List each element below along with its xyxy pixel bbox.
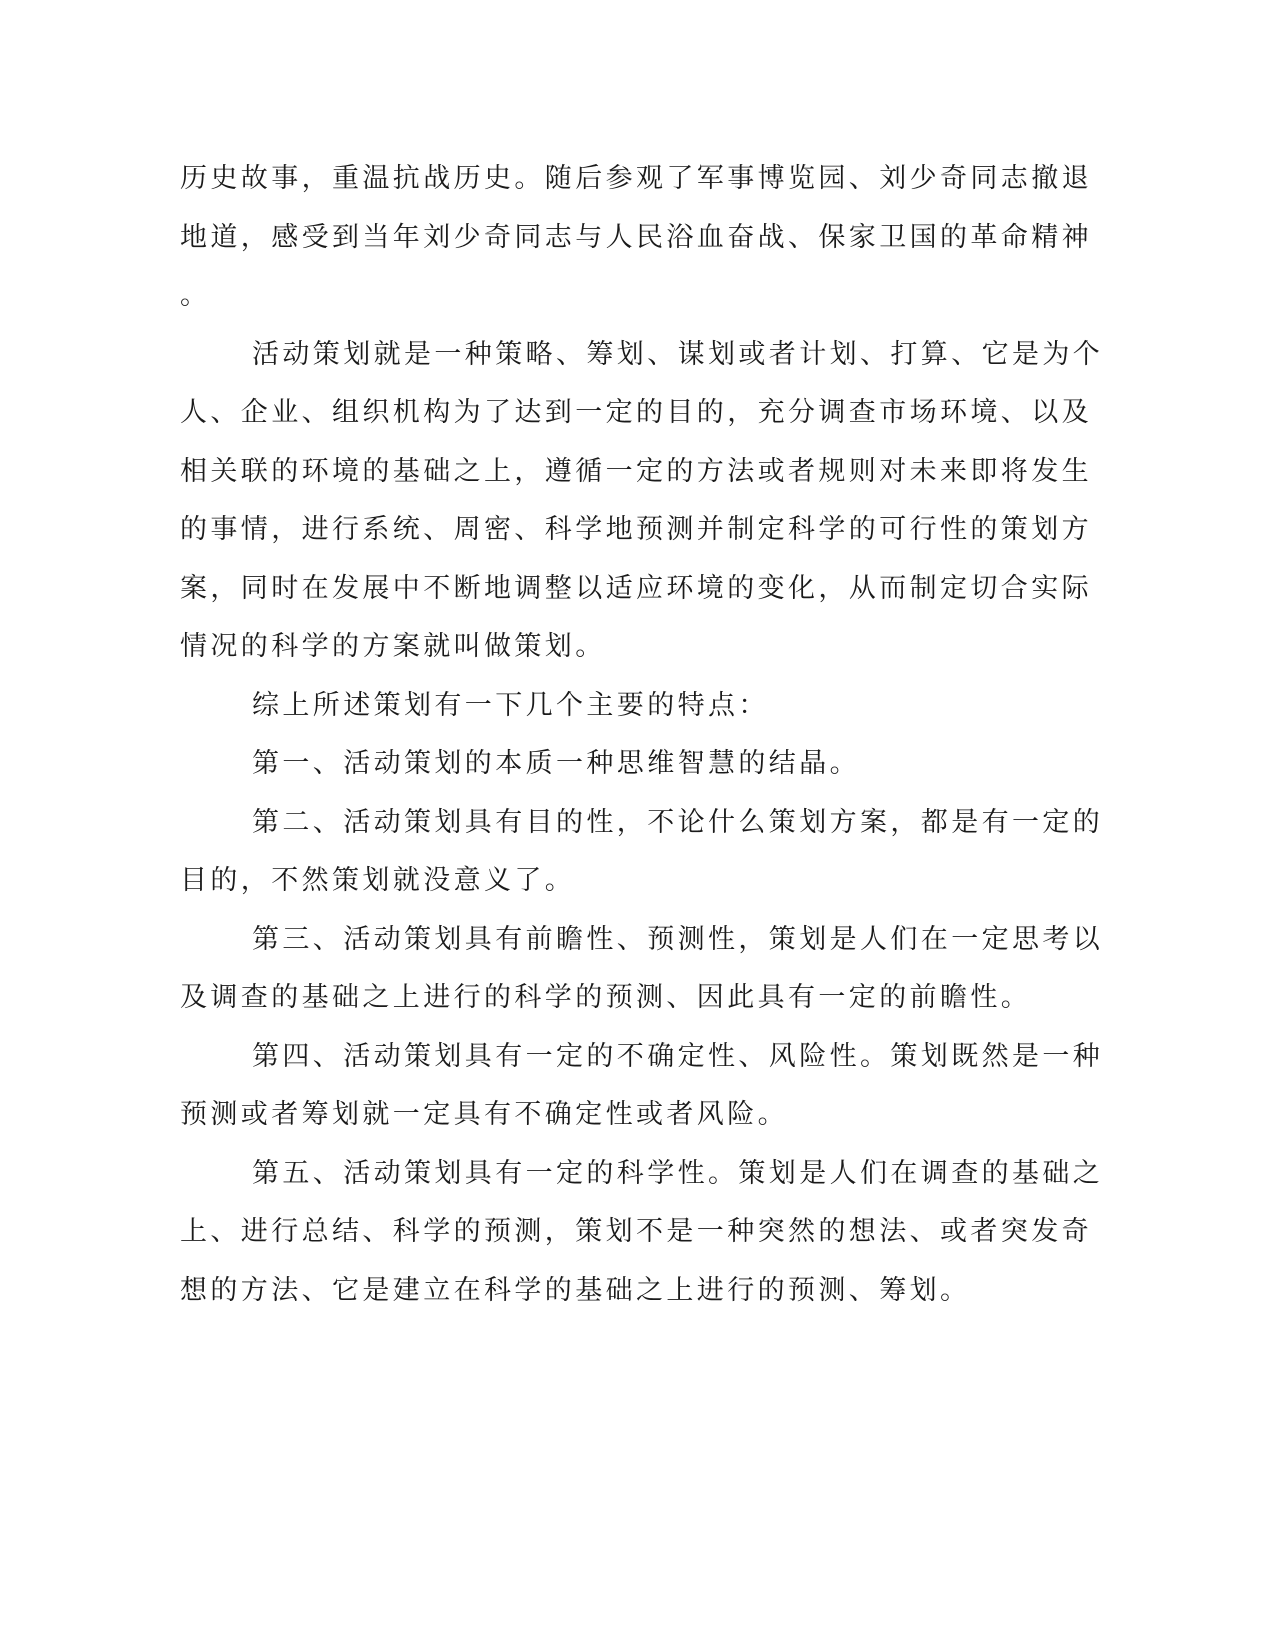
text-line: 相关联的环境的基础之上，遵循一定的方法或者规则对未来即将发生 <box>180 455 1092 487</box>
paragraph-3 <box>180 677 1040 736</box>
paragraph-7 <box>180 1028 1104 1145</box>
text-line: 第四、活动策划具有一定的不确定性、风险性。策划既然是一种 <box>252 1040 1104 1072</box>
text-line: 第一、活动策划的本质一种思维智慧的结晶。 <box>252 748 860 779</box>
text-line: 及调查的基础之上进行的科学的预测、因此具有一定的前瞻性。 <box>180 982 1032 1013</box>
paragraph-5 <box>180 794 1104 911</box>
text-line: 地道，感受到当年刘少奇同志与人民浴血奋战、保家卫国的革命精神 <box>180 221 1092 253</box>
text-line: 情况的科学的方案就叫做策划。 <box>180 631 606 662</box>
body-text <box>180 150 1104 1320</box>
text-line: 案，同时在发展中不断地调整以适应环境的变化，从而制定切合实际 <box>180 572 1092 604</box>
paragraph-4 <box>180 735 1040 794</box>
text-line: 综上所述策划有一下几个主要的特点： <box>252 689 769 721</box>
text-line: 活动策划就是一种策略、筹划、谋划或者计划、打算、它是为个 <box>252 338 1104 370</box>
paragraph-2 <box>180 326 1104 677</box>
text-line: 第五、活动策划具有一定的科学性。策划是人们在调查的基础之 <box>252 1157 1104 1189</box>
text-line: 预测或者筹划就一定具有不确定性或者风险。 <box>180 1099 788 1130</box>
text-line: 。 <box>180 280 211 311</box>
text-line: 人、企业、组织机构为了达到一定的目的，充分调查市场环境、以及 <box>180 397 1092 428</box>
text-line: 想的方法、它是建立在科学的基础之上进行的预测、筹划。 <box>180 1274 971 1306</box>
paragraph-6 <box>180 911 1104 1028</box>
text-line: 的事情，进行系统、周密、科学地预测并制定科学的可行性的策划方 <box>180 514 1092 545</box>
text-line: 目的，不然策划就没意义了。 <box>180 865 576 896</box>
text-line: 第二、活动策划具有目的性，不论什么策划方案，都是有一定的 <box>252 806 1104 838</box>
paragraph-8 <box>180 1145 1104 1321</box>
text-line: 历史故事，重温抗战历史。随后参观了军事博览园、刘少奇同志撤退 <box>180 163 1092 194</box>
paragraph-1 <box>180 150 1092 326</box>
text-line: 第三、活动策划具有前瞻性、预测性，策划是人们在一定思考以 <box>252 923 1104 955</box>
text-line: 上、进行总结、科学的预测，策划不是一种突然的想法、或者突发奇 <box>180 1216 1092 1247</box>
